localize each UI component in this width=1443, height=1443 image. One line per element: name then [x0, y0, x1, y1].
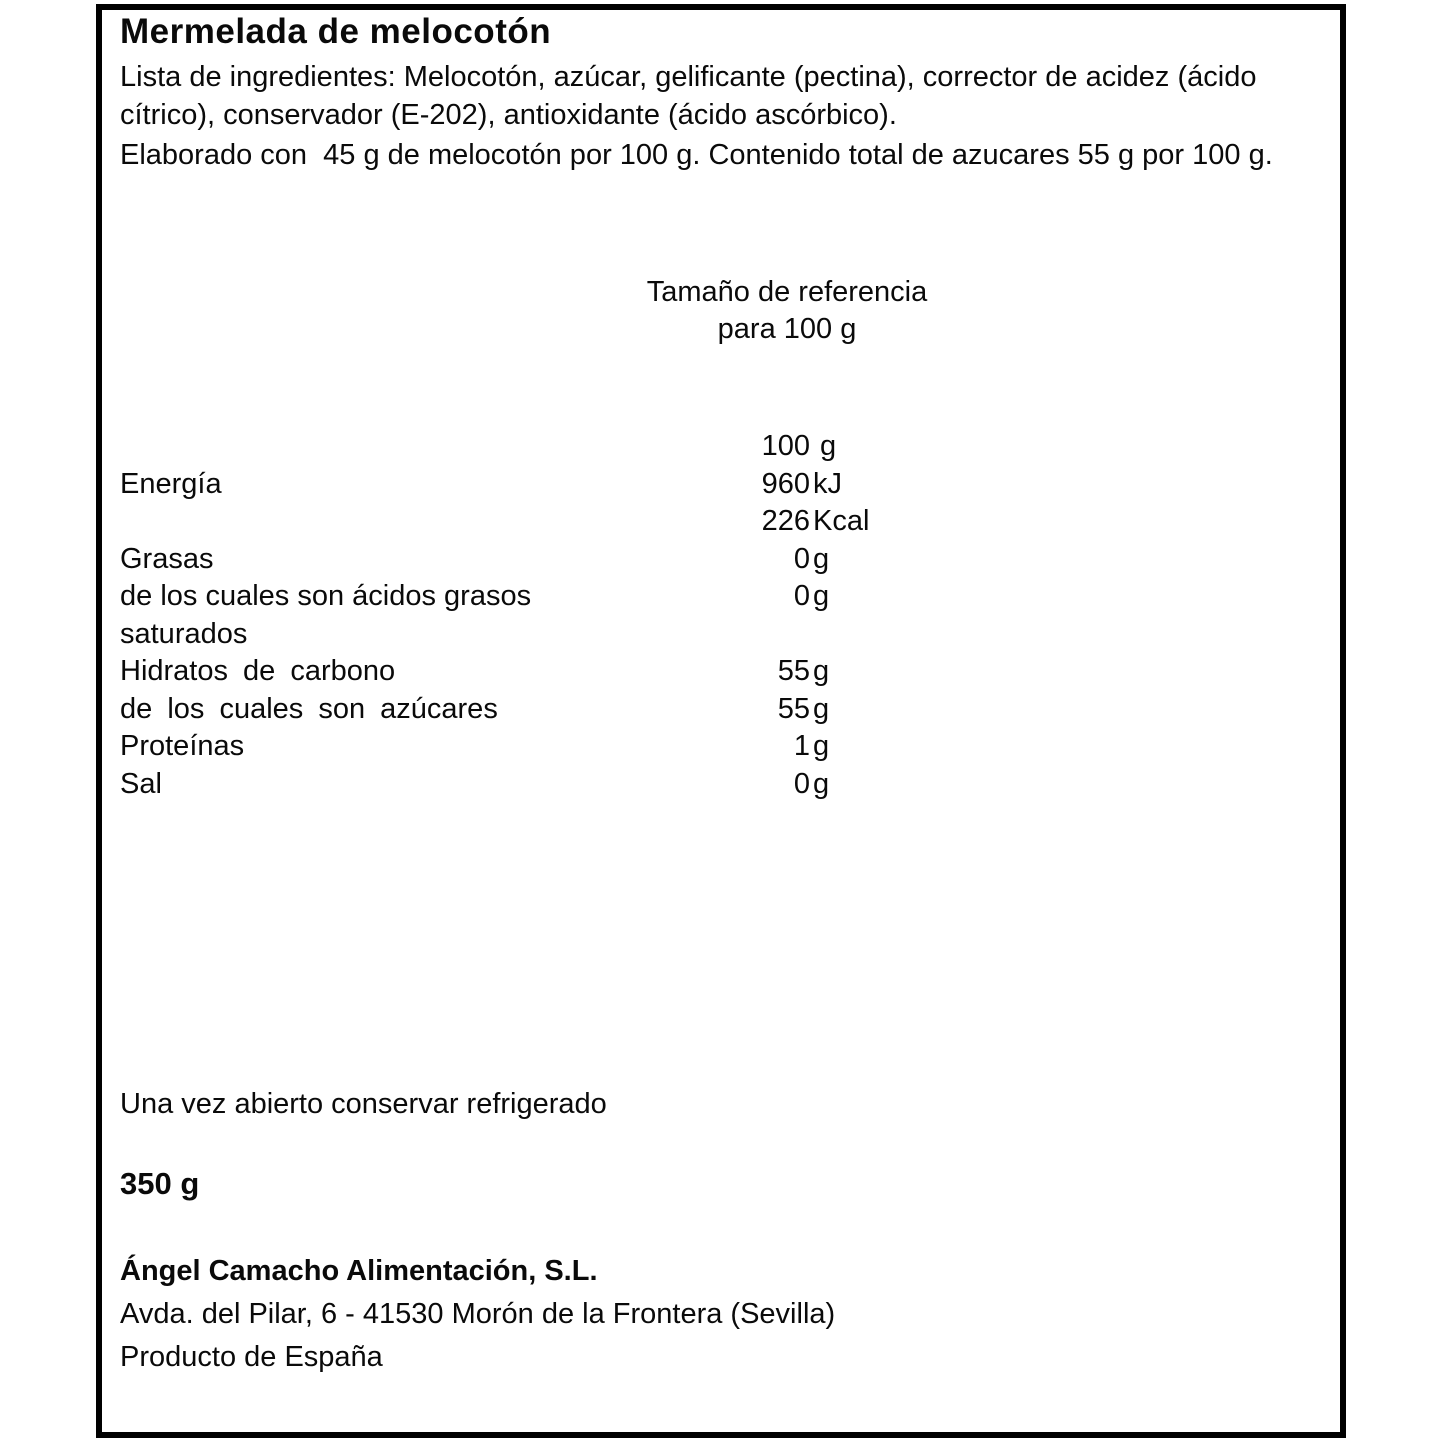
nutrient-unit: g: [813, 692, 830, 725]
manufacturer-block: [120, 1250, 1328, 1379]
nutrient-value: 55: [777, 692, 810, 725]
nutrient-label: Energía: [120, 467, 222, 500]
nutrition-header-row: [120, 428, 1328, 466]
table-row: [120, 691, 1328, 729]
nutrient-value: 1: [793, 730, 810, 762]
nutrient-value: 0: [793, 580, 810, 612]
elaboration-paragraph: Elaborado con 45 g de melocotón por 100 g. Contenido total de azucares 55 g por 100 g.: [120, 139, 1273, 171]
nutrient-value: 960: [761, 467, 810, 500]
nutrient-label: saturados: [120, 617, 248, 650]
reference-size-line2: para 100 g: [717, 313, 857, 345]
nutrient-value: 226: [761, 505, 810, 537]
table-row: [120, 503, 1328, 541]
manufacturer-name: Ángel Camacho Alimentación, S.L.: [120, 1255, 598, 1287]
table-row: [120, 466, 1328, 504]
nutrition-header-value: 100: [761, 430, 810, 462]
nutrition-header-unit: g: [820, 430, 837, 462]
nutrient-unit: Kcal: [813, 505, 870, 537]
table-row: [120, 766, 1328, 804]
nutrient-unit: g: [813, 580, 830, 612]
nutrient-unit: g: [813, 767, 830, 800]
country-of-origin: Producto de España: [120, 1341, 383, 1373]
nutrient-label: de los cuales son azúcares: [120, 692, 498, 725]
reference-size-heading: [437, 274, 1137, 348]
product-title: Mermelada de melocotón: [120, 12, 552, 51]
net-weight: 350 g: [120, 1166, 200, 1201]
nutrient-label: Proteínas: [120, 730, 245, 762]
table-row: [120, 616, 1328, 654]
nutrient-label: Sal: [120, 767, 162, 800]
table-row: [120, 578, 1328, 616]
nutrient-label: Hidratos de carbono: [120, 655, 396, 687]
storage-instructions: Una vez abierto conservar refrigerado: [120, 1088, 607, 1120]
reference-size-line1: Tamaño de referencia: [646, 276, 928, 308]
nutrient-unit: g: [813, 655, 830, 687]
nutrient-value: 55: [777, 655, 810, 687]
manufacturer-address: Avda. del Pilar, 6 - 41530 Morón de la Frontera (Sevilla): [120, 1298, 836, 1330]
nutrient-unit: g: [813, 542, 830, 575]
nutrition-table: [120, 428, 1328, 803]
nutrient-unit: g: [813, 730, 830, 762]
table-row: [120, 728, 1328, 766]
nutrient-label: Grasas: [120, 542, 214, 575]
ingredients-paragraph: Lista de ingredientes: Melocotón, azúcar, gelificante (pectina), corrector de acidez (ácido cítrico), conservador (E-202), antioxidante (ácido ascórbico).: [120, 61, 1257, 131]
table-row: [120, 541, 1328, 579]
nutrient-unit: kJ: [813, 467, 842, 500]
nutrient-value: 0: [793, 767, 810, 800]
label-border-frame: [96, 4, 1346, 1438]
nutrient-label: de los cuales son ácidos grasos: [120, 580, 532, 612]
table-row: [120, 653, 1328, 691]
nutrient-value: 0: [793, 542, 810, 575]
